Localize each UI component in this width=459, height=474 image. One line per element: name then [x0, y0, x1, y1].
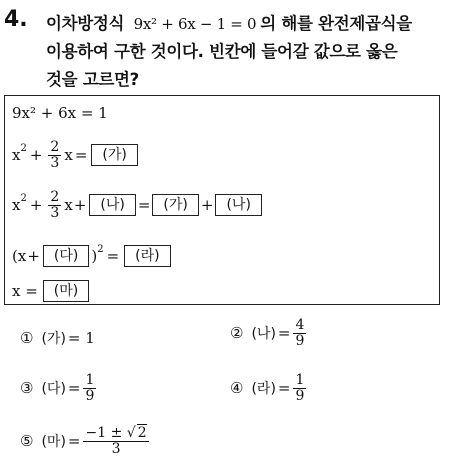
blank-ga: (가) [152, 194, 198, 216]
option-value: = 1 [67, 329, 95, 347]
plus-sign: + [27, 247, 40, 265]
option-fraction: $\frac{1}{9}$ [295, 372, 305, 404]
option-label: (다) [41, 381, 66, 398]
question-text-a: 이차방정식 [46, 14, 125, 33]
fraction-two-thirds: $\frac{2}{3}$ [50, 189, 60, 221]
box-row-2 [12, 140, 140, 170]
equals-sign: = [277, 324, 291, 343]
option-label: (라) [251, 381, 276, 398]
equals-sign: = [137, 196, 151, 215]
question-line-1 [46, 10, 412, 34]
blank-da: (다) [43, 245, 89, 267]
plus-sign: + [29, 196, 43, 215]
equals-sign: = [67, 432, 81, 451]
option-marker: ① [20, 329, 34, 347]
fraction-two-thirds: $\frac{2}{3}$ [50, 139, 60, 171]
option-4[interactable] [230, 373, 309, 403]
x-equals: x = [12, 282, 38, 300]
option-marker: ④ [230, 379, 244, 398]
x-term: x [64, 146, 73, 165]
open-paren: (x [12, 247, 27, 265]
option-3[interactable] [20, 373, 99, 403]
exponent: 2 [20, 192, 27, 204]
plus-sign: + [29, 146, 43, 165]
x-term: x [12, 196, 21, 215]
plus-sign: + [200, 196, 214, 215]
x-term: x [12, 146, 21, 165]
option-2[interactable] [230, 318, 309, 348]
plus-sign: + [73, 196, 87, 215]
box-row-5 [12, 280, 91, 302]
question-line-2: 이용하여 구한 것이다. 빈칸에 들어갈 값으로 옳은 [46, 42, 398, 61]
option-fraction: $\frac{1}{9}$ [85, 372, 95, 404]
sqrt-symbol: √ [126, 425, 136, 441]
option-marker: ② [230, 324, 244, 343]
option-label: (마) [41, 434, 66, 451]
question-line-3: 것을 고르면? [46, 70, 139, 89]
option-marker: ③ [20, 379, 34, 398]
blank-na: (나) [215, 194, 261, 216]
option-fraction: $\frac{4}{9}$ [295, 317, 305, 349]
blank-ga: (가) [91, 144, 137, 166]
equals-sign: = [67, 379, 81, 398]
blank-ma: (마) [43, 280, 89, 302]
box-row-3 [12, 190, 264, 220]
box-row-4 [12, 245, 173, 267]
equals-sign: = [74, 146, 88, 165]
close-paren: ) [91, 247, 98, 265]
x-term: x [64, 196, 73, 215]
blank-na: (나) [89, 194, 135, 216]
option-1[interactable] [20, 328, 95, 348]
equals-sign: = [277, 379, 291, 398]
equals-sign: = [106, 247, 120, 265]
blank-ra: (라) [124, 245, 170, 267]
exponent: 2 [20, 142, 27, 154]
exponent: 2 [97, 243, 104, 255]
option-fraction: $\frac{-1 \pm √ 2}{3}$ [85, 425, 147, 457]
question-number: 4. [4, 7, 28, 32]
question-text-b: 의 해를 완전제곱식을 [260, 14, 412, 33]
box-row-1: 9x² + 6x = 1 [12, 104, 108, 122]
option-label: (가) [41, 331, 66, 347]
option-marker: ⑤ [20, 432, 34, 451]
question-equation: 9x² + 6x − 1 = 0 [133, 15, 257, 33]
option-5[interactable] [20, 426, 152, 456]
option-label: (나) [251, 326, 276, 343]
